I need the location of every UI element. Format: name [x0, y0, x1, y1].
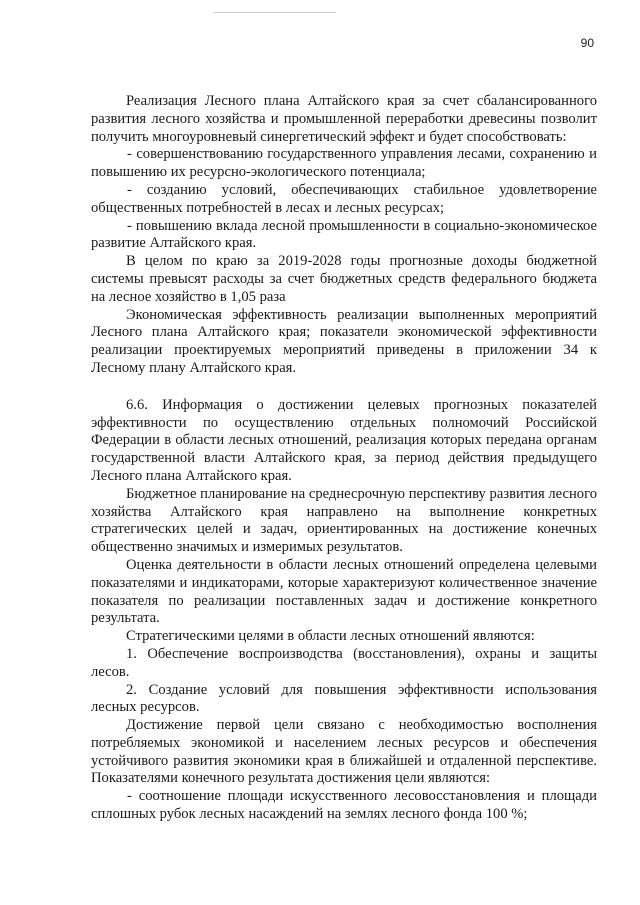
goal-2: 2. Создание условий для повышения эффективности использования лесных ресурсов.	[91, 681, 597, 716]
indicator-item: - соотношение площади искусственного лесовосстановления и площади сплошных рубок лесных насаждений на землях лесного фонда 100 %;	[91, 788, 597, 823]
goal-1: 1. Обеспечение воспроизводства (восстановления), охраны и защиты лесов.	[91, 645, 597, 680]
planning-paragraph: Бюджетное планирование на среднесрочную перспективу развития лесного хозяйства Алтайского края направлено на выполнение конкретных стратегических целей и задач, ориентированных на достижение конечных общественно значимых и измеримых результатов.	[91, 485, 597, 556]
scan-artifact-line	[214, 12, 336, 13]
strategic-goals-intro: Стратегическими целями в области лесных отношений являются:	[126, 628, 535, 645]
budget-paragraph: В целом по краю за 2019-2028 годы прогнозные доходы бюджетной системы превысят расходы за счет бюджетных средств федерального бюджета на лесное хозяйство в 1,05 раза	[91, 253, 597, 305]
first-goal-paragraph: Достижение первой цели связано с необходимостью восполнения потребляемых экономикой и населением лесных ресурсов и обеспечения устойчивого развития экономики края в ближайшей и отдаленной перспективе. Показателями конечного результата достижения цели являются:	[91, 717, 597, 787]
section-heading-6-6: 6.6. Информация о достижении целевых прогнозных показателей эффективности по осуществлению отдельных полномочий Российской Федерации в области лесных отношений, реализация которых передана органам государственной власти Алтайского края, за период действия предыдущего Лесного плана Алтайского края.	[91, 396, 597, 484]
efficiency-paragraph: Экономическая эффективность реализации выполненных мероприятий Лесного плана Алтайского края; показатели экономической эффективности реализации проектируемых мероприятий приведены в приложении 34 к Лесному плану Алтайского края.	[91, 306, 597, 376]
list-item-industry: - повышению вклада лесной промышленности в социально-экономическое развитие Алтайского края.	[91, 217, 597, 252]
section-gap	[91, 378, 597, 397]
list-item-governance: - совершенствованию государственного управления лесами, сохранению и повышению их ресурсно-экологического потенциала;	[91, 146, 597, 181]
intro-paragraph: Реализация Лесного плана Алтайского края за счет сбалансированного развития лесного хозяйства и промышленной переработки древесины позволит получить многоуровневый синергетический эффект и будет способствовать:	[91, 93, 597, 145]
document-body	[91, 93, 597, 824]
page-number: 90	[580, 36, 594, 50]
assessment-paragraph: Оценка деятельности в области лесных отношений определена целевыми показателями и индикаторами, которые характеризуют количественное значение показателя по реализации поставленных задач и достижение конкретного результата.	[91, 556, 597, 627]
list-item-conditions: - созданию условий, обеспечивающих стабильное удовлетворение общественных потребностей в лесах и лесных ресурсах;	[91, 181, 597, 216]
